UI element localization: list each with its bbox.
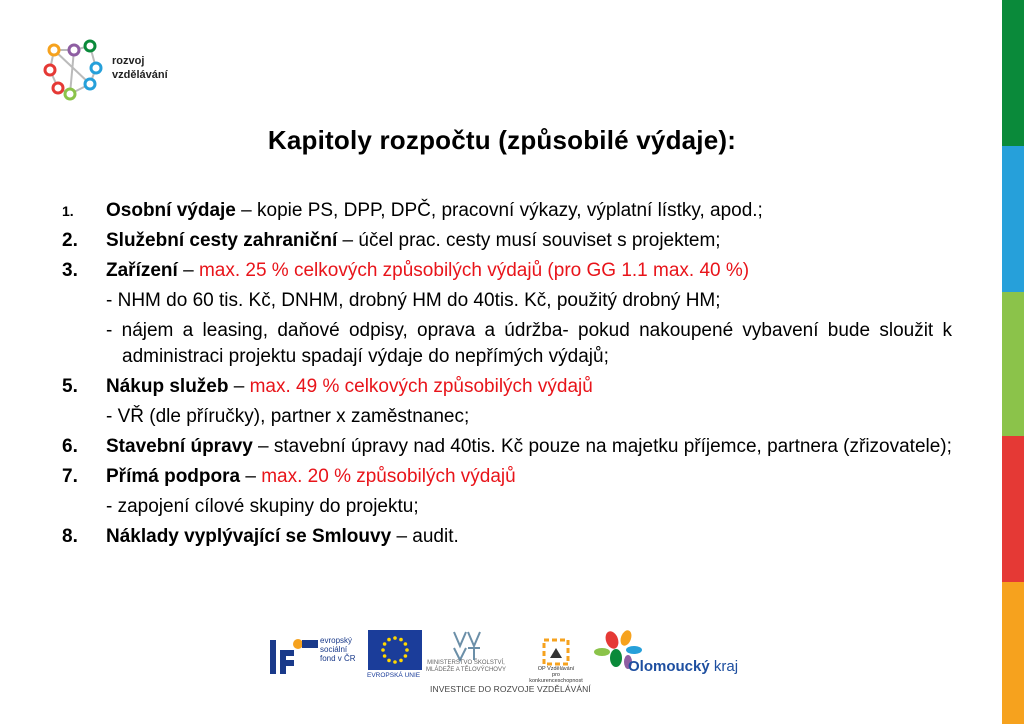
item-number: 1. <box>62 203 74 219</box>
list-item-2 <box>62 228 952 254</box>
eu-text: EVROPSKÁ UNIE <box>367 672 421 679</box>
subitem-text: - nájem a leasing, daňové odpisy, oprava a údržba- pokud nakoupené vybavení bude sloužit k administraci projektu spadají výdaje do nepřímých výdajů; <box>106 320 952 367</box>
subitem-text: - VŘ (dle příručky), partner x zaměstnanec; <box>106 406 470 427</box>
olomoucky-kraj-text <box>628 658 738 675</box>
list-subitem <box>62 318 952 370</box>
stripe-orange <box>1002 582 1024 724</box>
msmt-text <box>426 660 506 674</box>
msmt-line1: MINISTERSTVO ŠKOLSTVÍ, <box>427 660 505 666</box>
msmt-logo <box>428 628 500 688</box>
list-item-5 <box>62 374 952 400</box>
item-heading: Nákup služeb <box>106 376 229 397</box>
footer-logos <box>268 626 768 696</box>
item-text: – audit. <box>391 526 459 547</box>
list-subitem <box>62 494 952 520</box>
item-heading: Zařízení <box>106 260 178 281</box>
subitem-text: - zapojení cílové skupiny do projektu; <box>106 496 419 517</box>
esf-line1: evropský <box>320 636 353 645</box>
list-item-3 <box>62 258 952 284</box>
item-limit: max. 20 % způsobilých výdajů <box>261 466 516 487</box>
item-heading: Přímá podpora <box>106 466 241 487</box>
page-title: Kapitoly rozpočtu (způsobilé výdaje): <box>267 125 737 155</box>
investice-slogan: INVESTICE DO ROZVOJE VZDĚLÁVÁNÍ <box>430 684 591 694</box>
decorative-stripes <box>1002 0 1024 724</box>
item-limit: max. 49 % celkových způsobilých výdajů <box>249 376 593 397</box>
item-heading: Náklady vyplývající se Smlouvy <box>106 526 392 547</box>
item-number: 8. <box>62 526 78 547</box>
olomoucky-word: Olomoucký <box>628 658 710 675</box>
item-heading: Osobní výdaje <box>106 200 236 221</box>
list-subitem <box>62 404 952 430</box>
stripe-red <box>1002 436 1024 582</box>
item-text: – účel prac. cesty musí souviset s projektem; <box>337 230 721 251</box>
eu-flag-logo <box>368 630 422 670</box>
kraj-word: kraj <box>713 658 739 675</box>
item-heading: Služební cesty zahraniční <box>106 230 338 251</box>
item-number: 2. <box>62 230 78 251</box>
list-item-1 <box>62 198 952 224</box>
logo-line1: rozvoj <box>112 55 145 67</box>
item-dash: – <box>240 466 262 487</box>
item-dash: – <box>177 260 199 281</box>
list-subitem <box>62 288 952 314</box>
item-text: – stavební úpravy nad 40tis. Kč pouze na majetku příjemce, partnera (zřizovatele); <box>252 436 952 457</box>
item-number: 5. <box>62 376 78 397</box>
msmt-line2: MLÁDEŽE A TĚLOVÝCHOVY <box>426 667 506 673</box>
subitem-text: - NHM do 60 tis. Kč, DNHM, drobný HM do 40tis. Kč, použitý drobný HM; <box>106 290 721 311</box>
item-dash: – <box>228 376 250 397</box>
logo-text <box>112 54 168 82</box>
stripe-blue <box>1002 146 1024 292</box>
stripe-green <box>1002 0 1024 146</box>
esf-line2: sociální <box>320 645 348 654</box>
op-line1: OP Vzdělávání <box>537 666 575 672</box>
stripe-lightgreen <box>1002 292 1024 436</box>
item-limit: max. 25 % celkových způsobilých výdajů (pro GG 1.1 max. 40 %) <box>198 260 750 281</box>
item-number: 6. <box>62 436 78 457</box>
budget-chapters-list <box>62 198 952 554</box>
op-text <box>526 666 586 684</box>
esf-line3: fond v ČR <box>320 654 356 663</box>
esf-text <box>320 636 356 663</box>
op-line2: pro konkurenceschopnost <box>529 672 583 684</box>
item-heading: Stavební úpravy <box>106 436 253 457</box>
logo-line2: vzdělávání <box>112 69 168 81</box>
list-item-7 <box>62 464 952 490</box>
list-item-6 <box>62 434 952 460</box>
item-number: 3. <box>62 260 78 281</box>
item-number: 7. <box>62 466 78 487</box>
list-item-8 <box>62 524 952 550</box>
item-text: – kopie PS, DPP, DPČ, pracovní výkazy, výplatní lístky, apod.; <box>235 200 763 221</box>
